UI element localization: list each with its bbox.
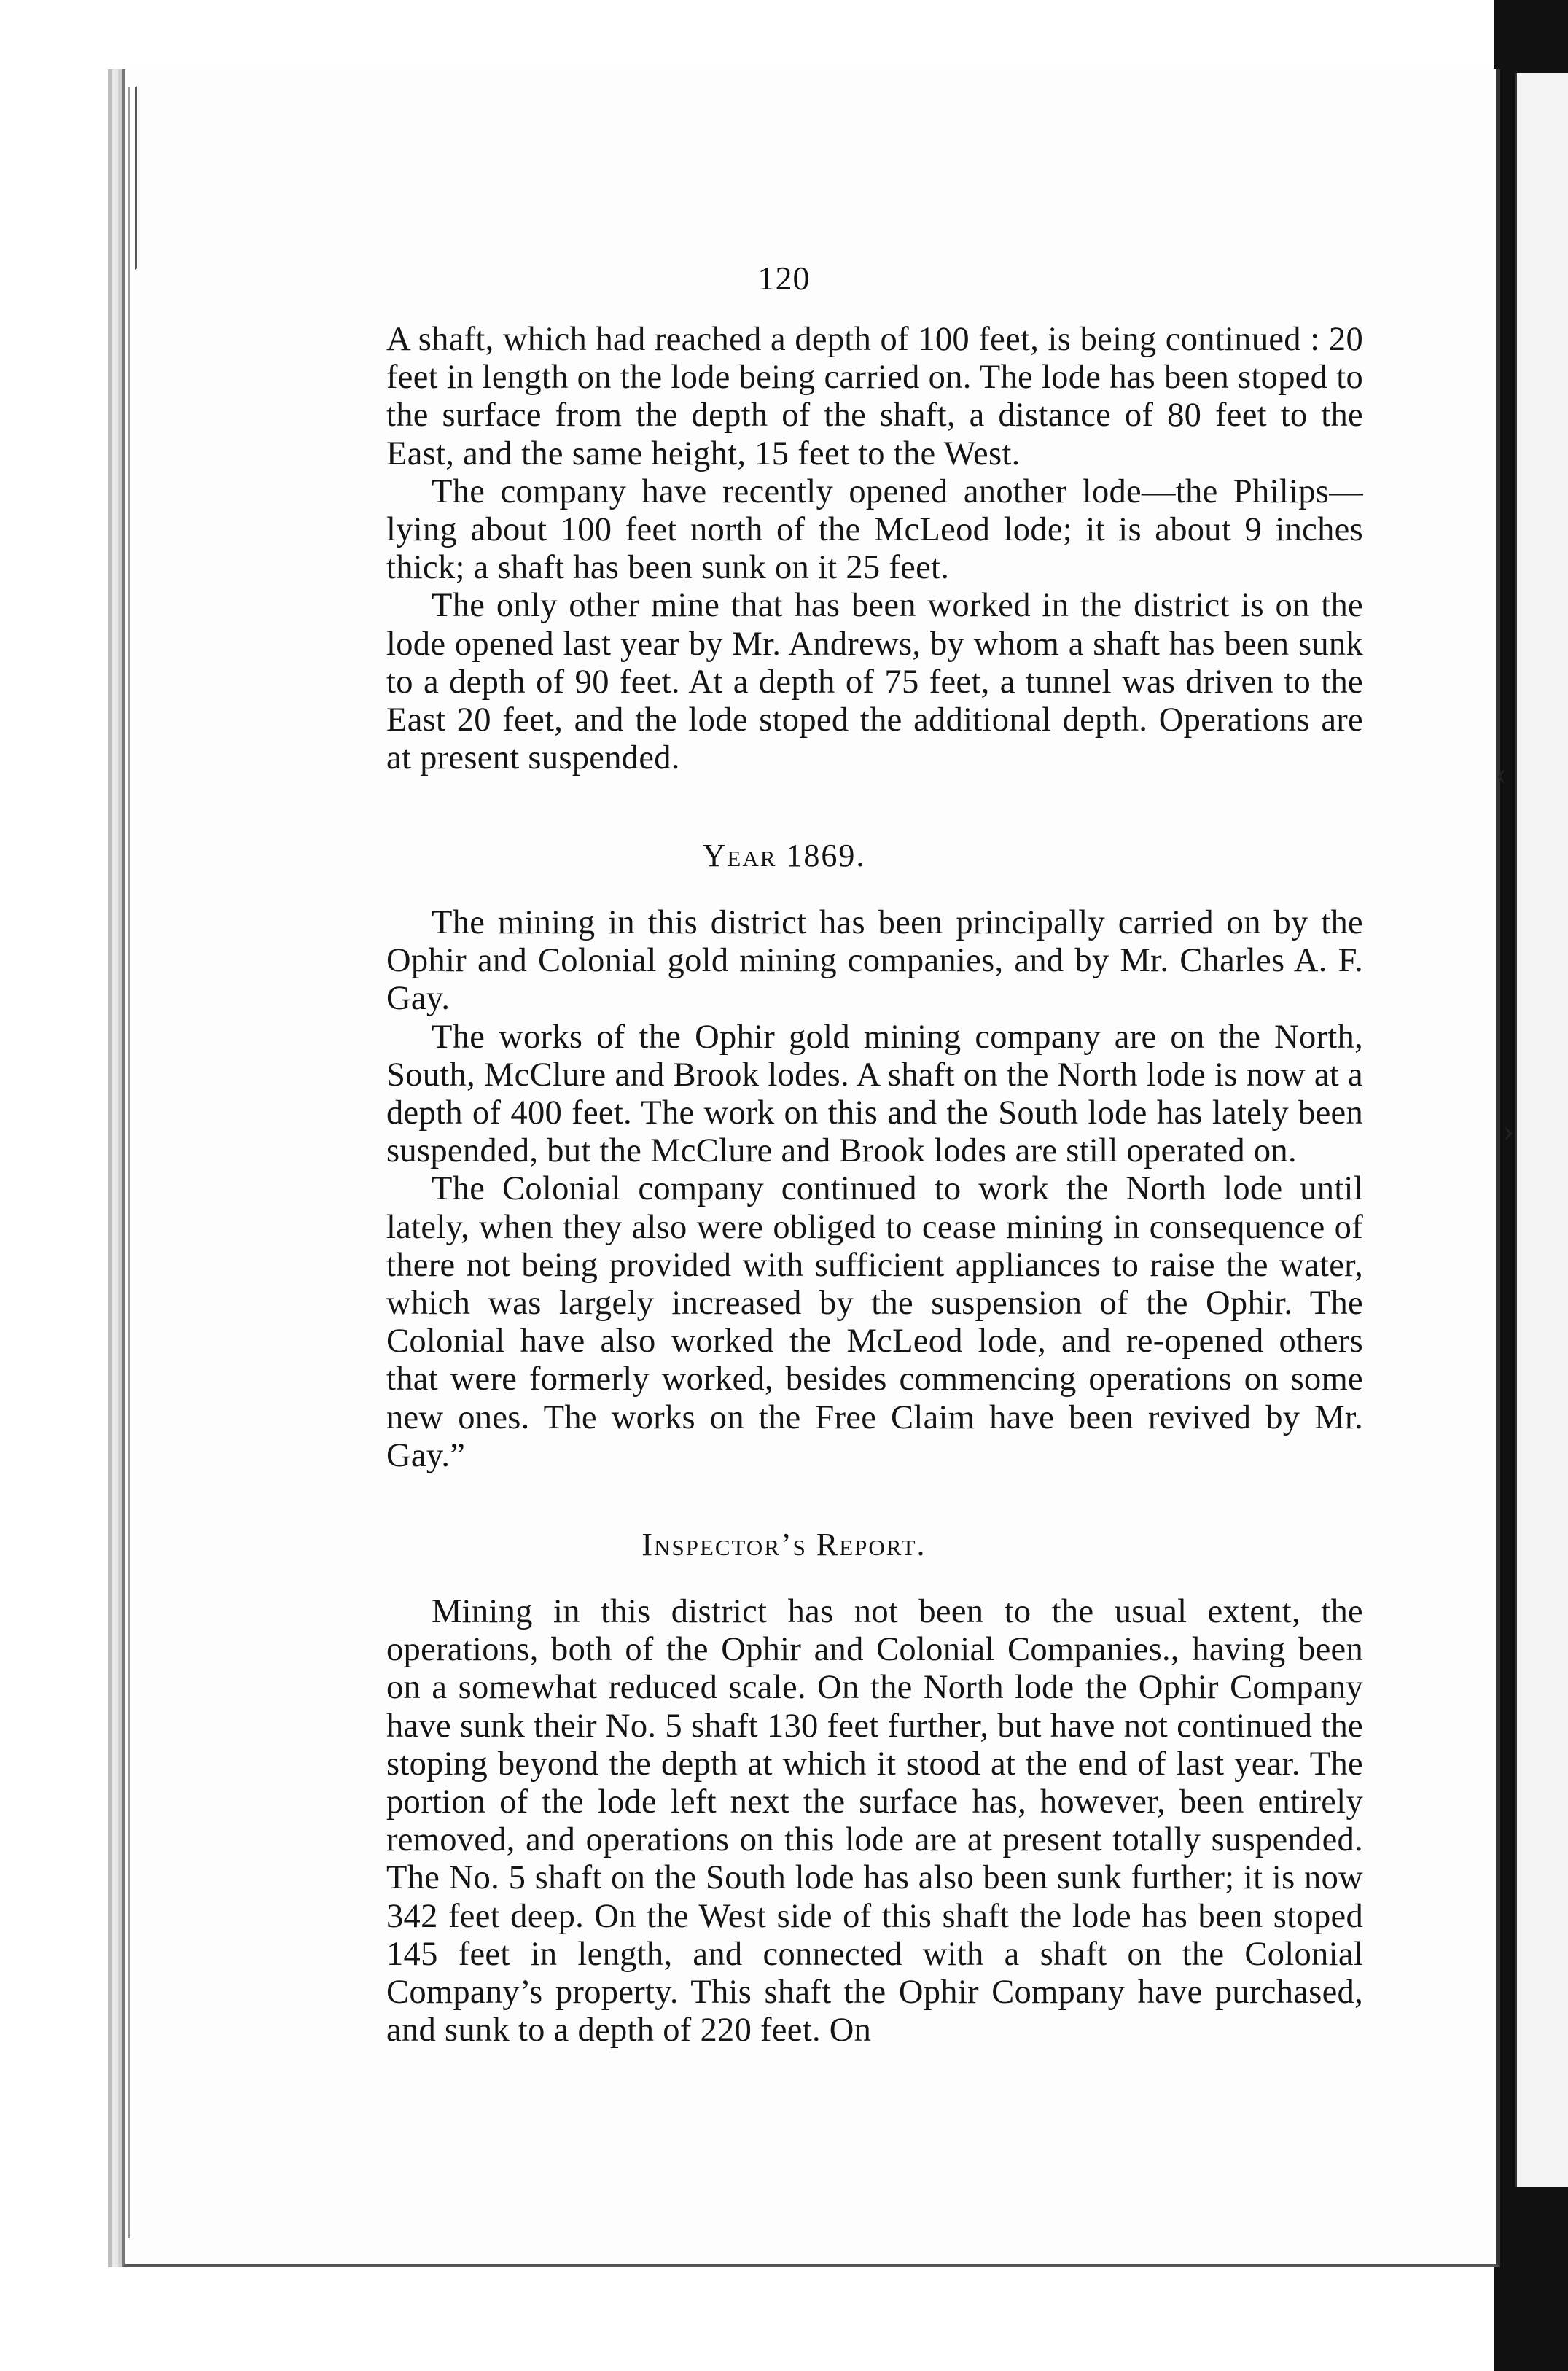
text-block-3 (386, 1593, 1363, 2049)
text-block-1 (386, 321, 1363, 777)
paragraph: A shaft, which had reached a depth of 100 feet, is being continued : 20 feet in length on the lode being carried on. The lode has been stoped to the surface from the depth of the shaft, a distance of 80 feet to the East, and the same height, 15 feet to the West. (386, 321, 1363, 472)
page-edge-lines (128, 87, 173, 2238)
gutter-mark: ‹ (1496, 755, 1507, 791)
paragraph: The Colonial company continued to work the North lode until lately, when they also were obliged to cease mining in consequence of there not being provided with sufficient appliances to raise the water, which was largely increased by the suspension of the Ophir. The Colonial have also worked the McLeod lode, and re-opened others that were formerly worked, besides commencing operations on some new ones. The works on the Free Claim have been revived by Mr. Gay.” (386, 1170, 1363, 1474)
paragraph: The mining in this district has been principally carried on by the Ophir and Colonial gold mining companies, and by Mr. Charles A. F. Gay. (386, 904, 1363, 1018)
text-block-2 (386, 904, 1363, 1475)
paragraph: The only other mine that has been worked in the district is on the lode opened last year by Mr. Andrews, by whom a shaft has been sunk to a depth of 90 feet. At a depth of 75 feet, a tunnel was driven to the East 20 feet, and the lode stoped the additional depth. Operations are at present suspended. (386, 587, 1363, 777)
page-number: 120 (757, 260, 811, 297)
paragraph: Mining in this district has not been to the usual extent, the operations, both of the Ophir and Colonial Companies., having been on a somewhat reduced scale. On the North lode the Ophir Company have sunk their No. 5 shaft 130 feet further, but have not continued the stoping beyond the depth at which it stood at the end of last year. The portion of the lode left next the surface has, however, been entirely removed, and operations on this lode are at present totally suspended. The No. 5 shaft on the South lode has also been sunk further; it is now 342 feet deep. On the West side of this shaft the lode has been stoped 145 feet in length, and connected with a shaft on the Colonial Company’s property. This shaft the Ophir Company have purchased, and sunk to a depth of 220 feet. On (386, 1593, 1363, 2049)
gutter-mark: › (1503, 1113, 1514, 1148)
facing-page-edge (1515, 73, 1568, 2187)
report-heading: Inspector’s Report. (641, 1527, 927, 1562)
year-heading: Year 1869. (702, 838, 866, 873)
top-margin (0, 0, 1568, 69)
paragraph: The works of the Ophir gold mining company are on the North, South, McClure and Brook lodes. A shaft on the North lode is now at a depth of 400 feet. The work on this and the South lode has lately been suspended, but the McClure and Brook lodes are still operated on. (386, 1018, 1363, 1170)
paragraph: The company have recently opened another lode—the Philips—lying about 100 feet north of the McLeod lode; it is about 9 inches thick; a shaft has been sunk on it 25 feet. (386, 472, 1363, 587)
